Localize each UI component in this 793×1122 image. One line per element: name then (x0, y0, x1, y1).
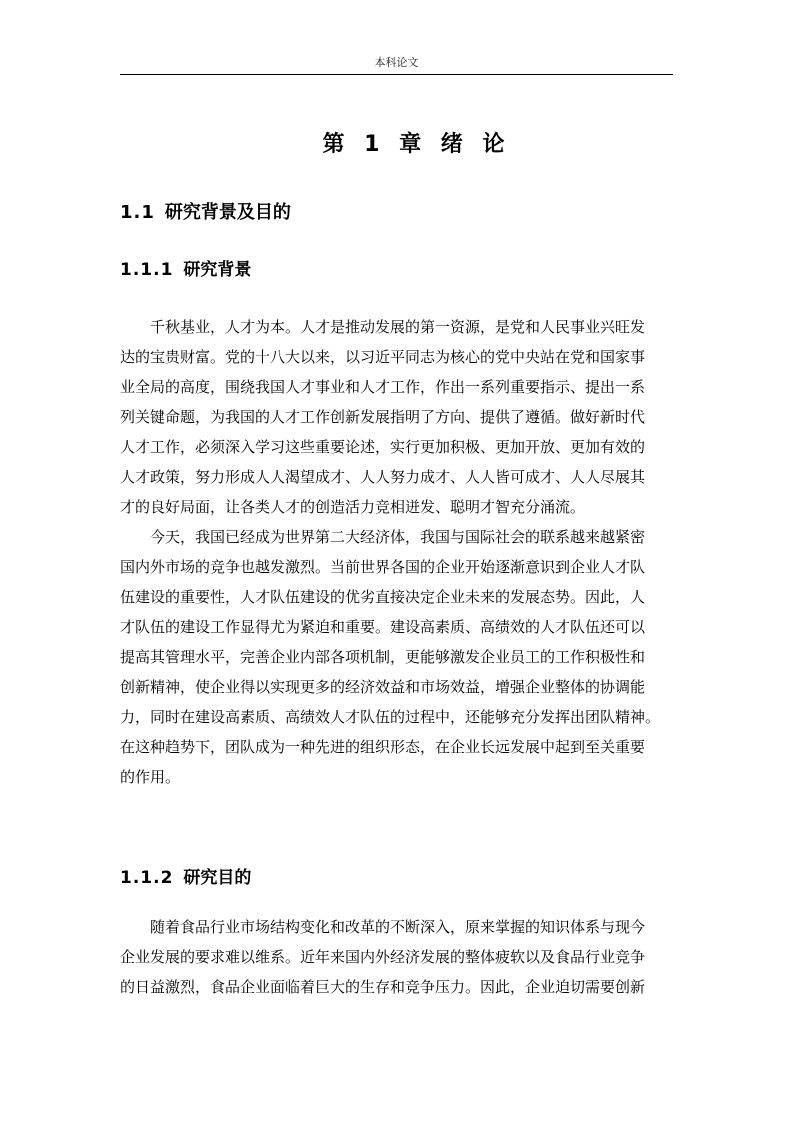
section-number: 1.1 (120, 202, 155, 223)
chapter-title: 第 1 章 绪 论 (322, 132, 511, 157)
body-text-background (120, 312, 675, 792)
text-line: 人才政策，努力形成人人渴望成才、人人努力成才、人人皆可成才、人人尽展其 (120, 468, 646, 486)
subsection-number: 1.1.1 (120, 260, 174, 280)
text-line: 伍建设的重要性，人才队伍建设的优劣直接决定企业未来的发展态势。因此，人 (120, 588, 646, 606)
text-line: 才队伍的建设工作显得尤为紧迫和重要。建设高素质、高绩效的人才队伍还可以 (120, 618, 646, 636)
header-rule (120, 74, 673, 75)
text-line: 提高其管理水平，完善企业内部各项机制，更能够激发企业员工的工作积极性和 (120, 648, 646, 666)
text-line: 的作用。 (120, 768, 181, 786)
text-line: 企业发展的要求难以维系。近年来国内外经济发展的整体疲软以及食品行业竞争 (120, 948, 646, 966)
text-line: 列关键命题，为我国的人才工作创新发展指明了方向、提供了遵循。做好新时代 (120, 408, 646, 426)
subsection-heading-background (120, 257, 251, 283)
section-title: 研究背景及目的 (164, 202, 291, 223)
text-line: 才的良好局面，让各类人才的创造活力竞相迸发、聪明才智充分涌流。 (120, 498, 586, 516)
running-header: 本科论文 (374, 56, 419, 69)
text-line: 的日益激烈，食品企业面临着巨大的生存和竞争压力。因此，企业迫切需要创新 (120, 978, 646, 996)
text-line: 人才工作，必须深入学习这些重要论述，实行更加积极、更加开放、更加有效的 (120, 438, 646, 456)
body-text-purpose (120, 912, 675, 1002)
section-heading (120, 200, 291, 226)
subsection-heading-purpose (120, 865, 251, 891)
text-line: 国内外市场的竞争也越发激烈。当前世界各国的企业开始逐渐意识到企业人才队 (120, 558, 646, 576)
subsection-number: 1.1.2 (120, 868, 174, 888)
text-line: 达的宝贵财富。党的十八大以来，以习近平同志为核心的党中央站在党和国家事 (120, 348, 646, 366)
subsection-title: 研究目的 (183, 868, 252, 888)
text-line: 随着食品行业市场结构变化和改革的不断深入，原来掌握的知识体系与现今 (150, 918, 646, 936)
text-line: 千秋基业，人才为本。人才是推动发展的第一资源，是党和人民事业兴旺发 (150, 318, 646, 336)
text-line: 在这种趋势下，团队成为一种先进的组织形态，在企业长远发展中起到至关重要 (120, 738, 646, 756)
text-line: 业全局的高度，围绕我国人才事业和人才工作，作出一系列重要指示、提出一系 (120, 378, 646, 396)
text-line: 力，同时在建设高素质、高绩效人才队伍的过程中，还能够充分发挥出团队精神。 (120, 708, 661, 726)
subsection-title: 研究背景 (183, 260, 252, 280)
text-line: 今天，我国已经成为世界第二大经济体，我国与国际社会的联系越来越紧密 (150, 528, 646, 546)
text-line: 创新精神，使企业得以实现更多的经济效益和市场效益，增强企业整体的协调能 (120, 678, 646, 696)
